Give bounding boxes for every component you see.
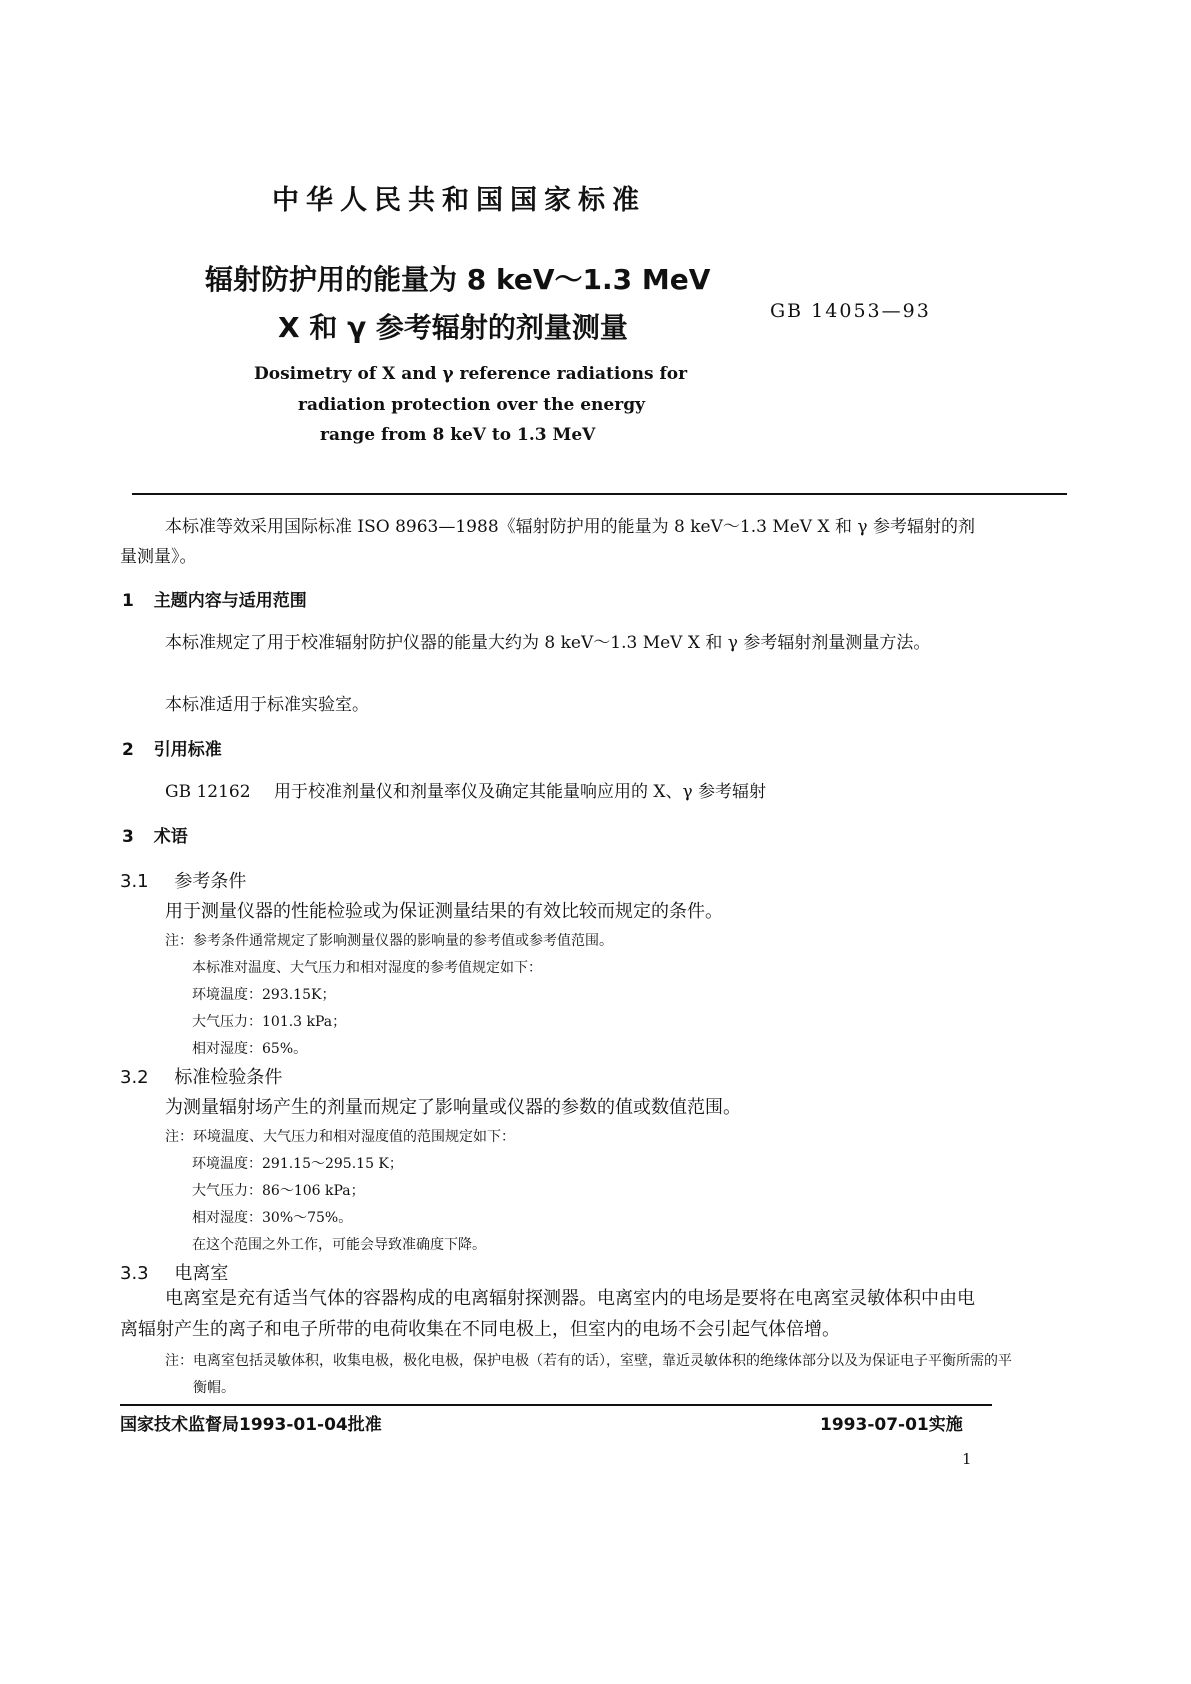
term-3-1-definition: 用于测量仪器的性能检验或为保证测量结果的有效比较而规定的条件。	[165, 901, 723, 922]
term-3-2-note-line: 环境温度：291.15～295.15 K；	[192, 1156, 403, 1172]
section-1-paragraph-2: 本标准适用于标准实验室。	[165, 695, 369, 715]
term-3-1-note-line: 本标准对温度、大气压力和相对湿度的参考值规定如下：	[192, 960, 542, 976]
section-1-number: 1	[122, 591, 134, 611]
term-3-1-note-line: 大气压力：101.3 kPa；	[192, 1014, 347, 1030]
term-3-2-definition: 为测量辐射场产生的剂量而规定了影响量或仪器的参数的值或数值范围。	[165, 1097, 741, 1118]
english-title-line2: radiation protection over the energy	[298, 395, 645, 415]
reference-title: 用于校准剂量仪和剂量率仪及确定其能量响应用的 X、γ 参考辐射	[273, 782, 767, 802]
reference-standard	[165, 777, 766, 802]
term-3-2-number: 3.2	[120, 1067, 149, 1088]
term-3-1-heading	[120, 867, 246, 893]
term-3-3-heading	[120, 1259, 228, 1285]
english-title-line3: range from 8 keV to 1.3 MeV	[320, 425, 596, 445]
section-2-number: 2	[122, 740, 134, 760]
term-3-2-note-line: 大气压力：86～106 kPa；	[192, 1183, 365, 1199]
term-3-3-note: 注：电离室包括灵敏体积，收集电极，极化电极，保护电极（若有的话），室壁，靠近灵敏体积的绝缘体部分以及为保证电子平衡所需的平衡帽。	[165, 1353, 1012, 1396]
term-3-2-title: 标准检验条件	[174, 1067, 283, 1088]
section-1-paragraph-1: 本标准规定了用于校准辐射防护仪器的能量大约为 8 keV～1.3 MeV X 和 γ 参考辐射剂量测量方法。	[165, 633, 931, 653]
standard-code: GB 14053—93	[770, 300, 931, 322]
term-3-1-note-line: 相对湿度：65%。	[192, 1041, 308, 1057]
section-2-heading	[122, 735, 222, 760]
section-3-title: 术语	[153, 827, 188, 847]
intro-paragraph: 本标准等效采用国际标准 ISO 8963—1988《辐射防护用的能量为 8 keV～1.3 MeV X 和 γ 参考辐射的剂量测量》。	[120, 517, 975, 567]
term-3-2-heading	[120, 1063, 282, 1089]
page-number: 1	[962, 1450, 972, 1468]
term-3-2-note-line: 在这个范围之外工作，可能会导致准确度下降。	[192, 1237, 486, 1253]
term-3-3-title: 电离室	[174, 1263, 229, 1284]
effective-date: 1993-07-01实施	[820, 1415, 963, 1435]
national-standard-title: 中华人民共和国国家标准	[272, 185, 646, 216]
term-3-1-number: 3.1	[120, 871, 149, 892]
term-3-3-number: 3.3	[120, 1263, 149, 1284]
document-title-line2: X 和 γ 参考辐射的剂量测量	[278, 311, 628, 344]
term-3-1-note: 注：参考条件通常规定了影响测量仪器的影响量的参考值或参考值范围。	[165, 933, 613, 949]
section-3-heading	[122, 822, 188, 847]
reference-code: GB 12162	[165, 782, 251, 802]
term-3-2-note-line: 相对湿度：30%～75%。	[192, 1210, 353, 1226]
english-title-line1: Dosimetry of X and γ reference radiations for	[254, 364, 688, 384]
footer-divider	[120, 1404, 992, 1406]
document-title-line1: 辐射防护用的能量为 8 keV～1.3 MeV	[205, 263, 711, 296]
header-divider	[132, 493, 1067, 495]
term-3-3-definition: 电离室是充有适当气体的容器构成的电离辐射探测器。电离室内的电场是要将在电离室灵敏体积中由电离辐射产生的离子和电子所带的电荷收集在不同电极上，但室内的电场不会引起气体倍增。	[120, 1288, 975, 1340]
section-1-title: 主题内容与适用范围	[153, 591, 307, 611]
term-3-1-title: 参考条件	[174, 871, 247, 892]
approval-line: 国家技术监督局1993-01-04批准	[120, 1415, 382, 1435]
term-3-1-note-line: 环境温度：293.15K；	[192, 987, 336, 1003]
section-3-number: 3	[122, 827, 134, 847]
section-2-title: 引用标准	[153, 740, 222, 760]
section-1-heading	[122, 586, 307, 611]
term-3-2-note: 注：环境温度、大气压力和相对湿度值的范围规定如下：	[165, 1129, 515, 1145]
